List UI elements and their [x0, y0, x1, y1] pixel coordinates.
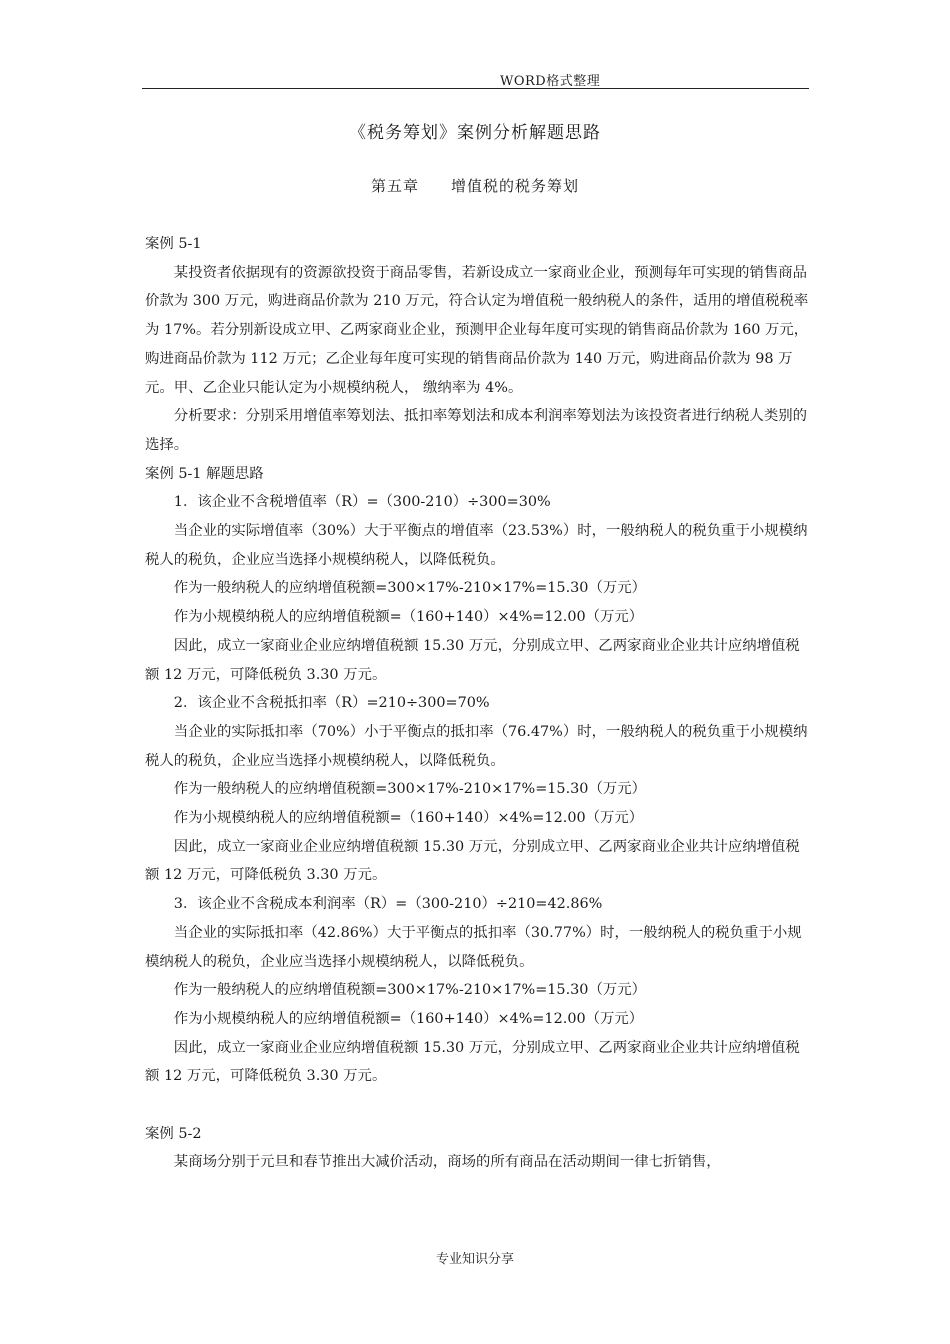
step-1-formula: 1．该企业不含税增值率（R）=（300-210）÷300=30% [173, 494, 551, 511]
document-body [145, 230, 810, 1177]
case-2-heading: 案例 5-2 [145, 1125, 202, 1142]
case-2-description: 某商场分别于元旦和春节推出大减价活动，商场的所有商品在活动期间一律七折销售， [173, 1154, 721, 1171]
case-description: 某投资者依据现有的资源欲投资于商品零售，若新设成立一家商业企业，预测每年可实现的销售商品价款为 300 万元，购进商品价款为 210 万元，符合认定为增值税一般纳税人的条件，适用的增值税税率为 17%。若分别新设成立甲、乙两家商业企业，预测甲企业每年度可实现的销售商品价款为 160 万元，购进商品价款为 112 万元；乙企业每年度可实现的销售商品价款为 140 万元，购进商品价款为 98 万元。甲、乙企业只能认定为小规模纳税人， 缴纳率为 4%。 [145, 264, 809, 396]
case-heading: 案例 5-1 [145, 236, 202, 252]
step-3-comparison: 当企业的实际抵扣率（42.86%）大于平衡点的抵扣率（30.77%）时，一般纳税人的税负重于小规模纳税人的税负，企业应当选择小规模纳税人，以降低税负。 [145, 924, 802, 970]
solution-heading: 案例 5-1 解题思路 [145, 465, 264, 482]
step-2-small-taxpayer: 作为小规模纳税人的应纳增值税额=（160+140）×4%=12.00（万元） [173, 810, 644, 827]
step-2-general-taxpayer: 作为一般纳税人的应纳增值税额=300×17%-210×17%=15.30（万元） [173, 781, 647, 798]
step-1-conclusion: 因此，成立一家商业企业应纳增值税额 15.30 万元，分别成立甲、乙两家商业企业共计应纳增值税额 12 万元，可降低税负 3.30 万元。 [145, 637, 800, 683]
header-divider [142, 88, 809, 89]
step-3-general-taxpayer: 作为一般纳税人的应纳增值税额=300×17%-210×17%=15.30（万元） [173, 982, 647, 999]
step-1-general-taxpayer: 作为一般纳税人的应纳增值税额=300×17%-210×17%=15.30（万元） [173, 580, 647, 597]
step-3-formula: 3．该企业不含税成本利润率（R）=（300-210）÷210=42.86% [173, 896, 603, 913]
chapter-name: 增值税的税务筹划 [451, 177, 580, 195]
step-1-small-taxpayer: 作为小规模纳税人的应纳增值税额=（160+140）×4%=12.00（万元） [173, 609, 644, 626]
step-2-formula: 2．该企业不含税抵扣率（R）=210÷300=70% [173, 695, 490, 712]
step-2-conclusion: 因此，成立一家商业企业应纳增值税额 15.30 万元，分别成立甲、乙两家商业企业共计应纳增值税额 12 万元，可降低税负 3.30 万元。 [145, 838, 800, 884]
step-2-comparison: 当企业的实际抵扣率（70%）小于平衡点的抵扣率（76.47%）时，一般纳税人的税负重于小规模纳税人的税负，企业应当选择小规模纳税人，以降低税负。 [145, 723, 808, 769]
step-3-conclusion: 因此，成立一家商业企业应纳增值税额 15.30 万元，分别成立甲、乙两家商业企业共计应纳增值税额 12 万元，可降低税负 3.30 万元。 [145, 1039, 800, 1085]
document-title: 《税务筹划》案例分析解题思路 [349, 123, 601, 143]
page-footer-label: 专业知识分享 [435, 1252, 514, 1267]
paragraph-spacer [145, 1091, 810, 1120]
chapter-number: 第五章 [370, 177, 419, 195]
analysis-requirement: 分析要求：分别采用增值率筹划法、抵扣率筹划法和成本利润率筹划法为该投资者进行纳税人类别的选择。 [145, 408, 807, 453]
chapter-heading [0, 175, 950, 196]
step-3-small-taxpayer: 作为小规模纳税人的应纳增值税额=（160+140）×4%=12.00（万元） [173, 1010, 644, 1027]
page-header-label: WORD格式整理 [500, 74, 601, 89]
step-1-comparison: 当企业的实际增值率（30%）大于平衡点的增值率（23.53%）时，一般纳税人的税负重于小规模纳税人的税负，企业应当选择小规模纳税人，以降低税负。 [145, 523, 808, 568]
